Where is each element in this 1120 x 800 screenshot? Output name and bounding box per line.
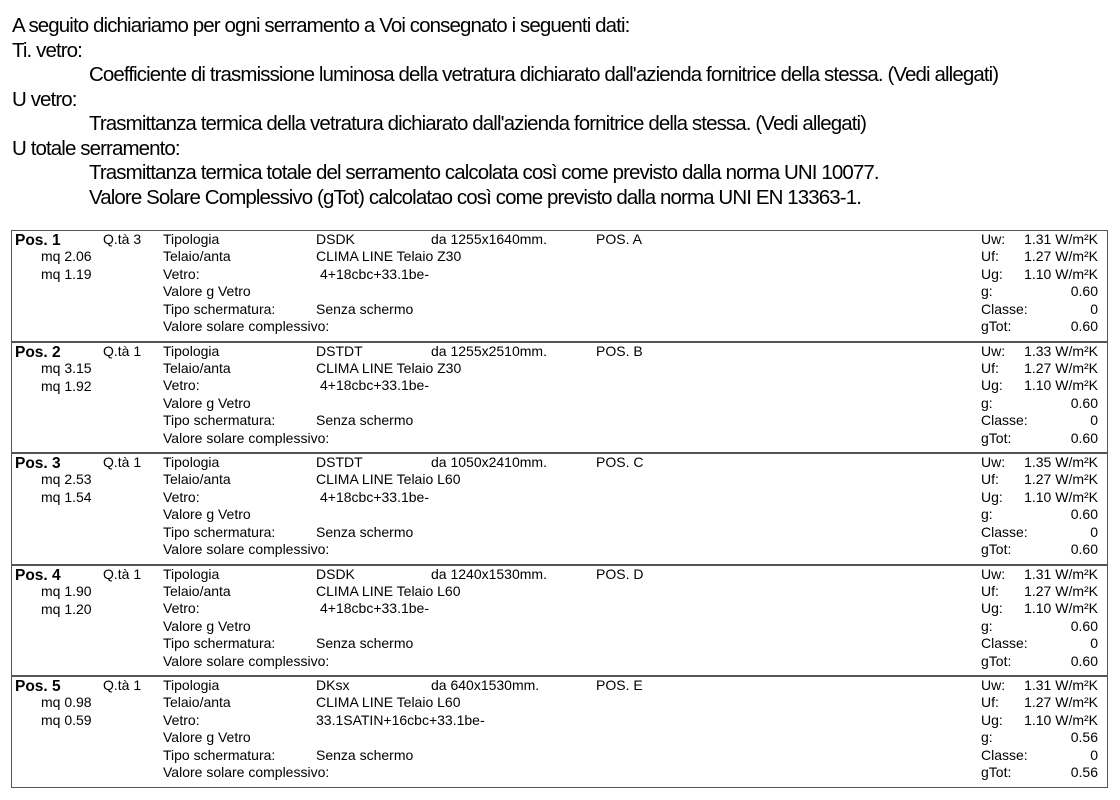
label-classe: Classe: xyxy=(981,746,1028,763)
telaio-value: CLIMA LINE Telaio L60 xyxy=(316,582,461,599)
ug-value: 1.10 W/m²K xyxy=(1024,265,1098,282)
label-vetro: Vetro: xyxy=(163,711,200,728)
g-value: 0.56 xyxy=(1070,729,1098,746)
tipologia-value: DSTDT xyxy=(316,342,363,359)
area-glass: mq 1.92 xyxy=(41,377,92,394)
label-uf: Uf: xyxy=(981,582,999,599)
area-glass: mq 1.19 xyxy=(41,266,92,282)
label-uf: Uf: xyxy=(981,248,999,265)
schermatura-value: Senza schermo xyxy=(316,523,414,540)
g-value: 0.60 xyxy=(1070,617,1098,634)
uf-value: 1.27 W/m²K xyxy=(1024,694,1098,711)
tipologia-value: DKsx xyxy=(316,677,350,693)
label-telaio: Telaio/anta xyxy=(163,248,231,265)
quantity: Q.tà 1 xyxy=(103,565,142,582)
label-g: g: xyxy=(981,283,993,300)
ti-vetro-label: Ti. vetro: xyxy=(12,38,82,62)
label-solare: Valore solare complessivo: xyxy=(163,541,330,557)
label-telaio: Telaio/anta xyxy=(163,694,231,711)
u-vetro-label: U vetro: xyxy=(12,87,77,111)
position-number: Pos. 1 xyxy=(15,232,61,249)
label-uw: Uw: xyxy=(981,342,1006,359)
schermatura-value: Senza schermo xyxy=(316,300,414,317)
dimensions: da 1050x2410mm. xyxy=(431,454,547,470)
position-block xyxy=(11,453,1108,565)
label-schermatura: Tipo schermatura: xyxy=(163,523,276,540)
position-number: Pos. 4 xyxy=(15,566,61,584)
area-total: mq 1.90 xyxy=(41,582,92,599)
label-solare: Valore solare complessivo: xyxy=(163,429,330,446)
position-reference: POS. B xyxy=(596,342,643,359)
gtot-value: 0.60 xyxy=(1070,652,1098,669)
g-value: 0.60 xyxy=(1070,394,1098,411)
label-ug: Ug: xyxy=(981,711,1003,728)
vetro-value: 33.1SATIN+16cbc+33.1be- xyxy=(316,711,485,728)
label-gtot: gTot: xyxy=(981,318,1012,334)
label-classe: Classe: xyxy=(981,300,1028,317)
position-reference: POS. C xyxy=(596,454,644,470)
label-ug: Ug: xyxy=(981,600,1003,617)
label-uw: Uw: xyxy=(981,454,1006,470)
label-tipologia: Tipologia xyxy=(163,231,220,247)
label-valore-g: Valore g Vetro xyxy=(163,394,251,411)
area-total: mq 2.06 xyxy=(41,248,92,264)
area-total: mq 0.98 xyxy=(41,694,92,710)
label-solare: Valore solare complessivo: xyxy=(163,318,330,334)
label-uw: Uw: xyxy=(981,231,1006,247)
gtot-value: 0.60 xyxy=(1070,541,1098,557)
uw-value: 1.31 W/m²K xyxy=(1024,565,1098,582)
telaio-value: CLIMA LINE Telaio Z30 xyxy=(316,359,462,376)
uf-value: 1.27 W/m²K xyxy=(1024,359,1098,376)
quantity: Q.tà 3 xyxy=(103,231,142,247)
ug-value: 1.10 W/m²K xyxy=(1024,711,1098,728)
gtot-description: Valore Solare Complessivo (gTot) calcolatao così come previsto dalla norma UNI EN 13363-1. xyxy=(89,185,862,209)
label-tipologia: Tipologia xyxy=(163,342,220,359)
dimensions: da 640x1530mm. xyxy=(431,677,540,693)
label-vetro: Vetro: xyxy=(163,377,200,394)
uw-value: 1.33 W/m²K xyxy=(1024,342,1098,359)
label-vetro: Vetro: xyxy=(163,265,200,282)
area-total: mq 3.15 xyxy=(41,359,92,376)
gtot-value: 0.56 xyxy=(1070,764,1098,780)
position-reference: POS. A xyxy=(596,231,642,247)
label-uw: Uw: xyxy=(981,565,1006,582)
label-schermatura: Tipo schermatura: xyxy=(163,412,276,429)
schermatura-value: Senza schermo xyxy=(316,412,414,429)
position-block xyxy=(11,230,1108,342)
tipologia-value: DSTDT xyxy=(316,454,363,470)
g-value: 0.60 xyxy=(1070,283,1098,300)
uw-value: 1.31 W/m²K xyxy=(1024,677,1098,693)
u-totale-description: Trasmittanza termica totale del serramento calcolata così come previsto dalla norma UNI 10077. xyxy=(89,161,879,184)
label-valore-g: Valore g Vetro xyxy=(163,729,251,746)
label-tipologia: Tipologia xyxy=(163,677,220,693)
label-valore-g: Valore g Vetro xyxy=(163,506,251,523)
label-ug: Ug: xyxy=(981,377,1003,394)
quantity: Q.tà 1 xyxy=(103,342,142,359)
telaio-value: CLIMA LINE Telaio L60 xyxy=(316,471,461,488)
area-glass: mq 0.59 xyxy=(41,712,92,728)
tipologia-value: DSDK xyxy=(316,231,355,247)
vetro-value: 4+18cbc+33.1be- xyxy=(320,600,429,617)
label-valore-g: Valore g Vetro xyxy=(163,617,251,634)
classe-value: 0 xyxy=(1090,523,1098,540)
label-g: g: xyxy=(981,729,993,746)
label-gtot: gTot: xyxy=(981,652,1012,669)
label-gtot: gTot: xyxy=(981,429,1012,446)
label-schermatura: Tipo schermatura: xyxy=(163,746,276,763)
label-g: g: xyxy=(981,506,993,523)
label-uf: Uf: xyxy=(981,471,999,488)
label-telaio: Telaio/anta xyxy=(163,582,231,599)
intro-heading: A seguito dichiariamo per ogni serramento a Voi consegnato i seguenti dati: xyxy=(12,14,630,37)
label-schermatura: Tipo schermatura: xyxy=(163,635,276,652)
label-solare: Valore solare complessivo: xyxy=(163,652,330,669)
label-schermatura: Tipo schermatura: xyxy=(163,300,276,317)
ug-value: 1.10 W/m²K xyxy=(1024,488,1098,505)
uw-value: 1.31 W/m²K xyxy=(1024,231,1098,247)
ug-value: 1.10 W/m²K xyxy=(1024,600,1098,617)
telaio-value: CLIMA LINE Telaio Z30 xyxy=(316,248,462,265)
label-ug: Ug: xyxy=(981,488,1003,505)
positions-list xyxy=(11,230,1108,788)
position-number: Pos. 3 xyxy=(15,455,61,472)
area-glass: mq 1.54 xyxy=(41,489,92,505)
label-gtot: gTot: xyxy=(981,541,1012,557)
classe-value: 0 xyxy=(1090,300,1098,317)
uf-value: 1.27 W/m²K xyxy=(1024,582,1098,599)
label-telaio: Telaio/anta xyxy=(163,471,231,488)
label-solare: Valore solare complessivo: xyxy=(163,764,330,780)
dimensions: da 1255x1640mm. xyxy=(431,231,547,247)
position-number: Pos. 2 xyxy=(15,343,61,361)
label-tipologia: Tipologia xyxy=(163,454,220,470)
gtot-value: 0.60 xyxy=(1070,318,1098,334)
label-valore-g: Valore g Vetro xyxy=(163,283,251,300)
classe-value: 0 xyxy=(1090,746,1098,763)
schermatura-value: Senza schermo xyxy=(316,635,414,652)
label-telaio: Telaio/anta xyxy=(163,359,231,376)
label-uw: Uw: xyxy=(981,677,1006,693)
dimensions: da 1240x1530mm. xyxy=(431,565,547,582)
vetro-value: 4+18cbc+33.1be- xyxy=(320,265,429,282)
label-g: g: xyxy=(981,394,993,411)
label-classe: Classe: xyxy=(981,523,1028,540)
position-number: Pos. 5 xyxy=(15,678,61,695)
label-uf: Uf: xyxy=(981,359,999,376)
label-tipologia: Tipologia xyxy=(163,565,220,582)
label-vetro: Vetro: xyxy=(163,488,200,505)
position-block xyxy=(11,676,1108,788)
schermatura-value: Senza schermo xyxy=(316,746,414,763)
uw-value: 1.35 W/m²K xyxy=(1024,454,1098,470)
uf-value: 1.27 W/m²K xyxy=(1024,471,1098,488)
label-classe: Classe: xyxy=(981,412,1028,429)
quantity: Q.tà 1 xyxy=(103,454,142,470)
quantity: Q.tà 1 xyxy=(103,677,142,693)
label-g: g: xyxy=(981,617,993,634)
position-reference: POS. E xyxy=(596,677,643,693)
classe-value: 0 xyxy=(1090,412,1098,429)
gtot-value: 0.60 xyxy=(1070,429,1098,446)
position-block xyxy=(11,342,1108,454)
telaio-value: CLIMA LINE Telaio L60 xyxy=(316,694,461,711)
area-glass: mq 1.20 xyxy=(41,600,92,617)
vetro-value: 4+18cbc+33.1be- xyxy=(320,488,429,505)
label-classe: Classe: xyxy=(981,635,1028,652)
label-uf: Uf: xyxy=(981,694,999,711)
ug-value: 1.10 W/m²K xyxy=(1024,377,1098,394)
label-vetro: Vetro: xyxy=(163,600,200,617)
ti-vetro-description: Coefficiente di trasmissione luminosa della vetratura dichiarato dall'azienda fornitrice della stessa. (Vedi allegati) xyxy=(89,63,999,86)
label-gtot: gTot: xyxy=(981,764,1012,780)
position-block xyxy=(11,565,1108,677)
u-vetro-description: Trasmittanza termica della vetratura dichiarato dall'azienda fornitrice della stessa. (Vedi allegati) xyxy=(89,112,867,135)
intro-declaration xyxy=(12,14,1112,210)
label-ug: Ug: xyxy=(981,265,1003,282)
vetro-value: 4+18cbc+33.1be- xyxy=(320,377,429,394)
g-value: 0.60 xyxy=(1070,506,1098,523)
classe-value: 0 xyxy=(1090,635,1098,652)
uf-value: 1.27 W/m²K xyxy=(1024,248,1098,265)
position-reference: POS. D xyxy=(596,565,644,582)
tipologia-value: DSDK xyxy=(316,565,355,582)
dimensions: da 1255x2510mm. xyxy=(431,342,547,359)
u-totale-label: U totale serramento: xyxy=(12,136,180,160)
area-total: mq 2.53 xyxy=(41,471,92,487)
